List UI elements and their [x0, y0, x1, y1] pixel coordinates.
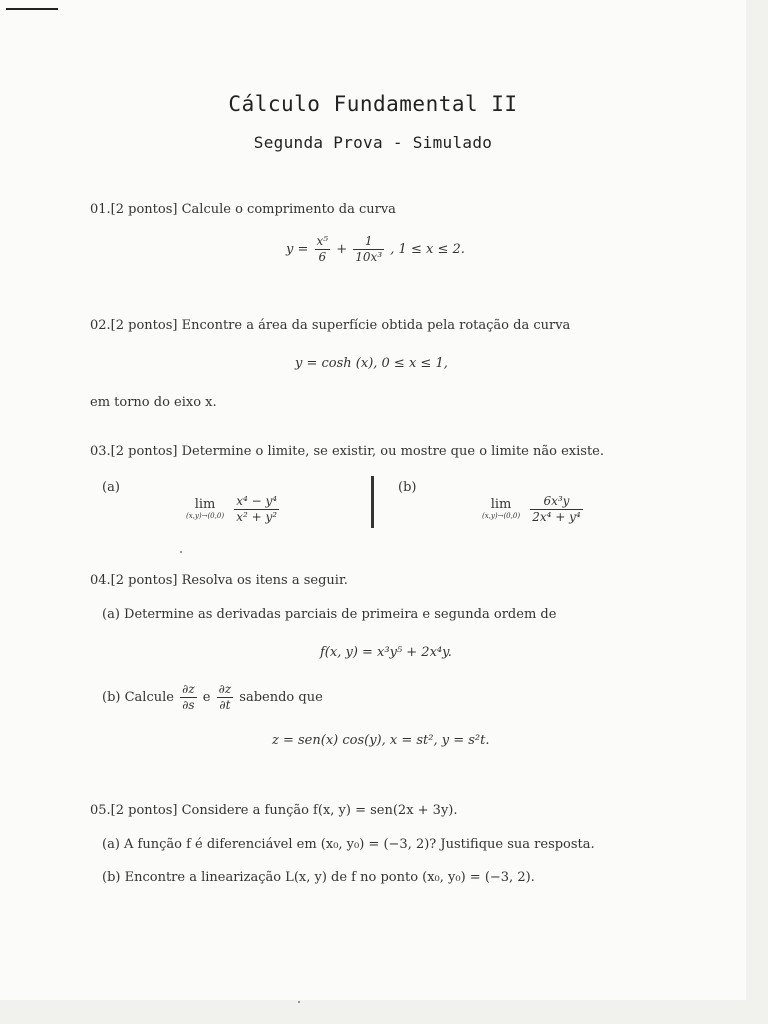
q3b-denominator: 2x⁴ + y⁴ — [532, 510, 581, 524]
question-2-after: em torno do eixo x. — [90, 395, 217, 410]
q3a-lim-word: lim — [194, 497, 216, 512]
q3b-lim-sub: (x,y)→(0,0) — [482, 512, 521, 520]
q3a-denominator: x² + y² — [236, 510, 278, 524]
q1-lhs: y = — [286, 242, 309, 257]
q4-item-a-text: (a) Determine as derivadas parciais de primeira e segunda ordem de — [102, 607, 557, 622]
scan-edge-right — [746, 0, 768, 1024]
staple-mark — [6, 8, 58, 10]
q4b-f1-numerator: ∂z — [182, 682, 195, 696]
q4-item-b-text — [102, 682, 323, 713]
question-4-label: 04.[2 pontos] Resolva os itens a seguir. — [90, 573, 348, 588]
q3b-numerator: 6x³y — [530, 494, 583, 510]
q4b-suffix: sabendo que — [239, 690, 323, 705]
question-1-label: 01.[2 pontos] Calcule o comprimento da curva — [90, 202, 396, 217]
q3b-lim-word: lim — [490, 497, 512, 512]
q1-f1-numerator: x⁵ — [316, 234, 329, 248]
q3a-fraction — [234, 494, 279, 525]
q3-item-a-label: (a) — [102, 480, 120, 495]
q4b-and: e — [202, 690, 211, 705]
q3b-fraction — [530, 494, 583, 525]
q1-fraction-2 — [353, 234, 384, 265]
q5-item-b-text: (b) Encontre a linearização L(x, y) de f no ponto (x₀, y₀) = (−3, 2). — [102, 870, 535, 885]
q1-f2-denominator: 10x³ — [355, 250, 383, 264]
q3-item-a-limit — [186, 494, 281, 525]
scan-speck — [298, 1001, 300, 1003]
q1-plus: + — [336, 242, 348, 257]
q4b-prefix: (b) Calcule — [102, 690, 174, 705]
q3-column-divider — [371, 476, 374, 528]
question-2-formula: y = cosh (x), 0 ≤ x ≤ 1, — [295, 356, 448, 371]
q3a-lim-sub: (x,y)→(0,0) — [186, 512, 225, 520]
q3a-numerator: x⁴ − y⁴ — [236, 494, 278, 508]
q3-item-b-limit — [482, 494, 585, 525]
q1-f2-numerator: 1 — [353, 234, 384, 250]
question-5-label: 05.[2 pontos] Considere a função f(x, y) = sen(2x + 3y). — [90, 803, 458, 818]
exam-title: Cálculo Fundamental II — [228, 92, 518, 116]
scan-speck — [180, 551, 182, 553]
q4b-f2-numerator: ∂z — [218, 682, 232, 696]
scan-edge-bottom — [0, 1000, 768, 1024]
question-3-label: 03.[2 pontos] Determine o limite, se existir, ou mostre que o limite não existe. — [90, 444, 604, 459]
q4b-fraction-1 — [180, 682, 197, 713]
q4b-fraction-2 — [217, 682, 234, 713]
q4-item-a-formula: f(x, y) = x³y⁵ + 2x⁴y. — [320, 645, 452, 660]
q4-item-b-formula: z = sen(x) cos(y), x = st², y = s²t. — [272, 733, 490, 748]
q1-domain: , 1 ≤ x ≤ 2. — [390, 242, 465, 257]
q5-item-a-text: (a) A função f é diferenciável em (x₀, y₀) = (−3, 2)? Justifique sua resposta. — [102, 837, 595, 852]
q3-item-b-label: (b) — [398, 480, 417, 495]
q3a-lim — [186, 498, 224, 521]
q1-fraction-1 — [315, 234, 331, 265]
q3b-lim — [482, 498, 520, 521]
exam-subtitle: Segunda Prova - Simulado — [253, 133, 493, 152]
q1-f1-denominator: 6 — [318, 250, 327, 264]
question-1-formula — [286, 234, 465, 265]
question-2-label: 02.[2 pontos] Encontre a área da superfície obtida pela rotação da curva — [90, 318, 571, 333]
q4b-f1-denominator: ∂s — [182, 698, 195, 712]
q4b-f2-denominator: ∂t — [219, 698, 231, 712]
